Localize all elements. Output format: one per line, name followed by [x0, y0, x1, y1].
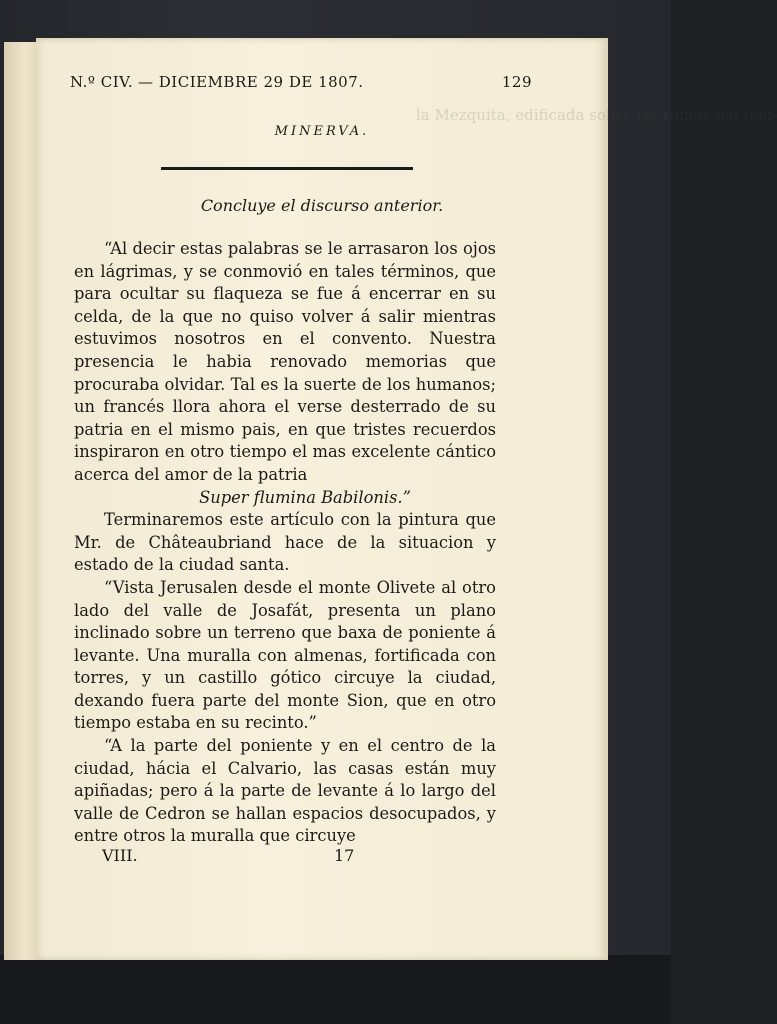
running-header: [70, 71, 532, 97]
paragraph: Terminaremos este artículo con la pintura que Mr. de Châteaubriand hace de la situacion y estado de la ciudad santa.: [74, 510, 496, 575]
signature-mark: VIII.: [102, 846, 138, 865]
bleed-through-text: la Mezquita, edificada sobre las ruinas del tem-: [416, 106, 777, 124]
paragraph: “A la parte del poniente y en el centro de la ciudad, hácia el Calvario, las casas están muy apiñadas; pero á la parte de levante á lo largo del valle de Cedron se hallan espacios desocupados, y entre otros la muralla que circuye: [74, 736, 496, 846]
publication-title: MINERVA.: [274, 124, 370, 139]
issue-number: N.º CIV.: [70, 73, 134, 91]
paragraph: “Al decir estas palabras se le arrasaron los ojos en lágrimas, y se conmovió en tales términos, que para ocultar su flaqueza se fue á encerrar en su celda, de la que no quiso volver á salir mientras estuvimos nosotros en el convento. Nuestra presencia le habia renovado memorias que procuraba olvidar. Tal es la suerte de los humanos; un francés llora ahora el verse desterrado de su patria en el mismo pais, en que tristes recuerdos inspiraron en otro tiempo el mas excelente cántico acerca del amor de la patria: [74, 239, 496, 484]
title-rule: [161, 167, 413, 170]
page-number: 129: [501, 73, 532, 91]
issue-date: — DICIEMBRE 29 DE 1807.: [138, 73, 364, 91]
book-page: [36, 38, 777, 960]
quotation-line: Super flumina Babilonis.”: [199, 487, 411, 507]
sheet-number: 17: [334, 846, 355, 865]
page-footer: [102, 846, 522, 870]
paragraph: “Vista Jerusalen desde el monte Olivete al otro lado del valle de Josafát, presenta un plano inclinado sobre un terreno que baxa de poniente á levante. Una muralla con almenas, fortificada con torres, y un castillo gótico circuye la ciudad, dexando fuera parte del monte Sion, que en otro tiempo estaba en su recinto.”: [74, 577, 496, 733]
section-subtitle: Concluye el discurso anterior.: [200, 196, 444, 215]
article-body: [74, 238, 496, 848]
page-edge: [4, 42, 39, 960]
scan-shadow: [0, 955, 671, 1024]
